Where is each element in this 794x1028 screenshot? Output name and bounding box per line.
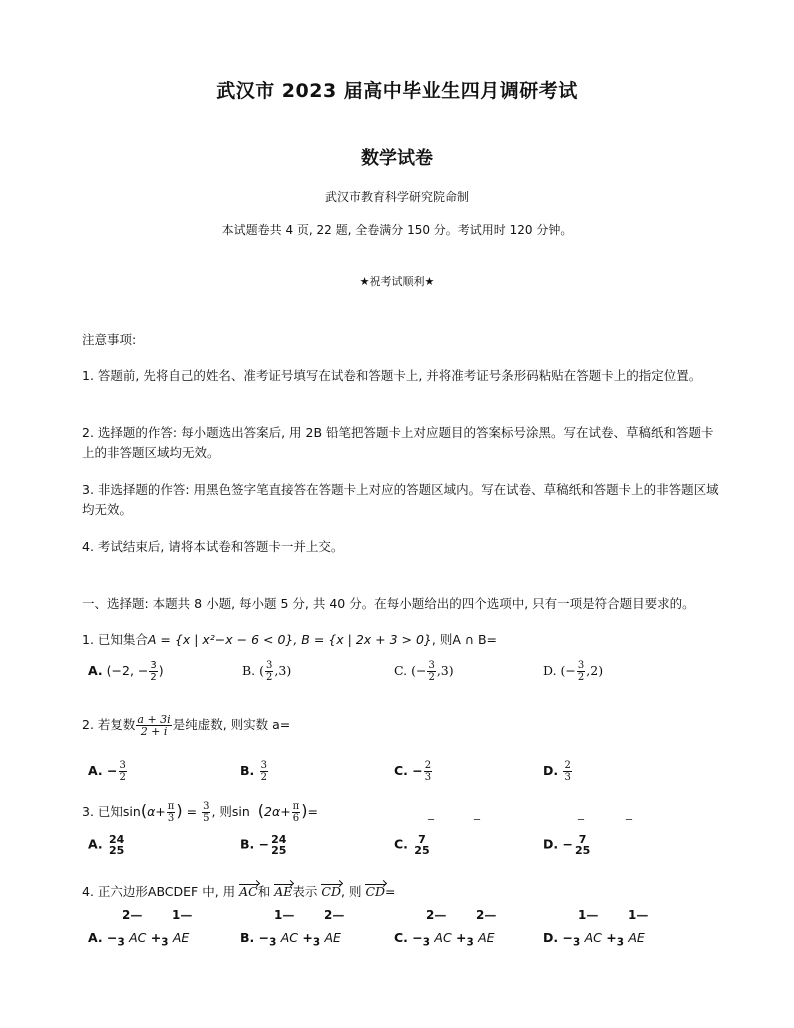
q1-option-d	[543, 660, 603, 683]
frac-num: a + 3i	[137, 713, 171, 726]
coef: 2	[476, 908, 485, 922]
frac-num: 7	[578, 833, 587, 846]
den: 3	[161, 936, 169, 949]
option-label: D.	[543, 763, 559, 778]
q4-b-coef2: 2—	[324, 908, 345, 922]
frac-den: 2	[119, 772, 126, 783]
option-label: B.	[240, 763, 255, 778]
q2-option-a	[88, 760, 128, 783]
frac-den: 25	[271, 844, 287, 857]
issuer-line: 武汉市教育科学研究院命制	[324, 190, 469, 204]
vector-ac: AC	[239, 884, 258, 899]
frac-den: 3	[424, 772, 432, 783]
frac-den: 3	[167, 813, 175, 824]
frac-den: 3	[564, 772, 571, 783]
question-3-stem: 3. 已知sin(α+ $\frac{\pi}{3}$ ) = $\frac{3}{5}$ , 则sin (2α+ $\frac{\pi}{6}$ )=	[82, 801, 318, 824]
notice-item-1: 1. 答题前, 先将自己的姓名、准考证号填写在试卷和答题卡上, 并将准考证号条形码粘贴在答题卡上的指定位置。	[82, 368, 702, 383]
option-right: ,3)	[274, 663, 292, 678]
frac-num: 2	[424, 760, 432, 771]
q4-and: 和	[257, 884, 271, 899]
frac-num: 3	[203, 801, 210, 812]
vector-cd-2: CD	[365, 884, 386, 899]
option-sign: −	[258, 836, 270, 852]
option-label: C.	[394, 930, 408, 945]
q4-c-coef1: 2—	[426, 908, 447, 922]
frac-den: 2	[428, 672, 435, 683]
q3-blank-2: _	[474, 806, 480, 820]
q1-math: A = {x | x²−x − 6 < 0}, B = {x | 2x + 3 > 0}	[147, 632, 432, 647]
option-label: A.	[88, 836, 103, 852]
coef: 1	[172, 908, 181, 922]
notice-item-3: 3. 非选择题的作答: 用黑色签字笔直接答在答题卡上对应的答题区域内。写在试卷、草稿纸和答题卡上的非答题区域均无效。	[82, 482, 719, 517]
vec: AE	[324, 930, 341, 945]
q4-end: =	[385, 884, 396, 899]
frac-den: 2	[260, 772, 268, 783]
coef: 1	[628, 908, 637, 922]
coef: 2	[122, 908, 131, 922]
q1-prefix: 1. 已知集合	[82, 632, 148, 647]
frac-den: 25	[574, 844, 591, 857]
frac-num: 24	[109, 833, 125, 846]
option-label: B.	[242, 663, 256, 678]
q4-option-a	[88, 930, 189, 949]
option-label: C.	[394, 836, 408, 852]
frac-num: π	[167, 801, 175, 812]
frac-den: 2	[266, 672, 273, 683]
option-label: B.	[240, 836, 255, 852]
sign: −	[107, 930, 118, 945]
coef: 1	[578, 908, 587, 922]
frac-den: 6	[292, 813, 300, 824]
q3-arg2: 2α+	[264, 804, 291, 819]
q2-option-d	[543, 760, 573, 783]
q3-blank-3: _	[578, 806, 584, 820]
frac-num: 24	[271, 833, 287, 846]
option-label: D.	[543, 930, 559, 945]
den: 3	[572, 936, 581, 949]
option-left: (−2, −	[106, 663, 149, 678]
sign: +	[456, 930, 467, 945]
good-luck-line: ★祝考试顺利★	[359, 275, 435, 288]
q3-option-d	[543, 834, 592, 856]
frac-num: 3	[428, 660, 435, 671]
notice-heading: 注意事项:	[82, 332, 137, 347]
frac-num: 3	[260, 760, 268, 771]
q4-c-coef2: 2—	[476, 908, 497, 922]
subject-title: 数学试卷	[361, 148, 433, 169]
frac-den: 2	[577, 672, 585, 683]
q3-eq: =	[186, 804, 198, 819]
question-1-stem	[82, 630, 497, 648]
vec: AC	[129, 930, 147, 945]
sign: −	[562, 930, 573, 945]
section-heading: 一、选择题: 本题共 8 小题, 每小题 5 分, 共 40 分。在每小题给出的四个选项中, 只有一项是符合题目要求的。	[82, 596, 695, 611]
frac-num: 3	[150, 660, 157, 671]
den: 3	[466, 936, 474, 949]
q2-option-b	[240, 760, 269, 783]
q3-option-b	[240, 834, 288, 856]
q3-prefix: 3. 已知sin	[82, 804, 141, 819]
den: 3	[616, 936, 624, 949]
q4-prefix: 4. 正六边形ABCDEF 中, 用	[82, 884, 236, 899]
frac-num: 7	[418, 833, 426, 846]
vec: AC	[280, 930, 299, 945]
frac-num: π	[292, 801, 300, 812]
q2-suffix: 是纯虚数, 则实数 a=	[172, 717, 291, 732]
q4-a-coef1: 2—	[122, 908, 143, 922]
vec: AC	[434, 930, 452, 945]
option-label: A.	[88, 930, 103, 945]
sign: −	[412, 930, 423, 945]
option-label: C.	[394, 763, 408, 778]
frac-den: 25	[414, 844, 430, 857]
vec: AE	[172, 930, 190, 945]
den: 3	[117, 936, 125, 949]
den: 3	[269, 936, 277, 949]
option-label: B.	[240, 930, 255, 945]
q4-express: 表示	[292, 884, 318, 899]
option-label: C.	[394, 663, 408, 678]
coef: 2	[426, 908, 435, 922]
sign: +	[150, 930, 162, 945]
q4-d-coef1: 1—	[578, 908, 599, 922]
q3-blank-4: _	[626, 806, 632, 820]
den: 3	[312, 936, 321, 949]
exam-title: 武汉市 2023 届高中毕业生四月调研考试	[216, 80, 578, 102]
notice-item-2: 2. 选择题的作答: 每小题选出答案后, 用 2B 铅笔把答题卡上对应题目的答案标号涂黑。写在试卷、草稿纸和答题卡上的非答题区域均无效。	[82, 425, 714, 460]
frac-num: 3	[266, 660, 273, 671]
sign: +	[606, 930, 617, 945]
exam-info: 本试题卷共 4 页, 22 题, 全卷满分 150 分。考试用时 120 分钟。	[221, 223, 573, 237]
option-label: D.	[543, 663, 557, 678]
q4-option-c	[394, 930, 495, 949]
q4-then: , 则	[341, 884, 362, 899]
option-left: (	[259, 663, 265, 678]
q2-prefix: 2. 若复数	[82, 717, 136, 732]
den: 3	[422, 936, 431, 949]
frac-den: 5	[203, 813, 210, 824]
frac-num: 3	[119, 760, 126, 771]
frac-den: 2 + i	[140, 725, 168, 738]
q3-option-a	[88, 834, 126, 856]
option-right: ,3)	[436, 663, 454, 678]
q3-arg1: α+	[147, 804, 166, 819]
q3-mid: , 则sin	[211, 804, 250, 819]
q1-option-c	[394, 660, 454, 683]
question-4-stem	[82, 882, 396, 900]
option-sign: −	[562, 836, 573, 852]
option-right: ,2)	[586, 663, 604, 678]
q4-option-b	[240, 930, 341, 949]
option-right: )	[158, 663, 164, 678]
option-left: (−	[560, 663, 576, 678]
question-2-stem	[82, 714, 290, 737]
frac-num: 2	[564, 760, 571, 771]
q3-option-c	[394, 834, 432, 856]
q1-suffix: , 则A ∩ B=	[431, 632, 498, 647]
q4-d-coef2: 1—	[628, 908, 649, 922]
sign: −	[258, 930, 270, 945]
q1-option-b	[242, 660, 291, 683]
q1-option-a	[88, 660, 164, 683]
option-label: A.	[88, 663, 103, 678]
notice-item-4: 4. 考试结束后, 请将本试卷和答题卡一并上交。	[82, 539, 344, 554]
option-label: D.	[543, 836, 559, 852]
vec: AC	[584, 930, 602, 945]
q3-blank-1: _	[428, 806, 434, 820]
sign: +	[302, 930, 313, 945]
q3-end: =	[307, 804, 318, 819]
coef: 2	[324, 908, 333, 922]
option-sign: −	[412, 763, 423, 778]
frac-den: 25	[109, 844, 125, 857]
q4-a-coef2: 1—	[172, 908, 193, 922]
frac-den: 2	[150, 672, 157, 683]
coef: 1	[274, 908, 283, 922]
q2-option-c	[394, 760, 433, 783]
option-sign: −	[107, 763, 118, 778]
q4-b-coef1: 1—	[274, 908, 295, 922]
frac-num: 3	[577, 660, 585, 671]
vector-ae: AE	[274, 884, 293, 899]
vector-cd: CD	[321, 884, 341, 899]
option-left: (−	[411, 663, 427, 678]
q4-option-d	[543, 930, 645, 949]
vec: AE	[628, 930, 645, 945]
option-label: A.	[88, 763, 103, 778]
vec: AE	[478, 930, 495, 945]
